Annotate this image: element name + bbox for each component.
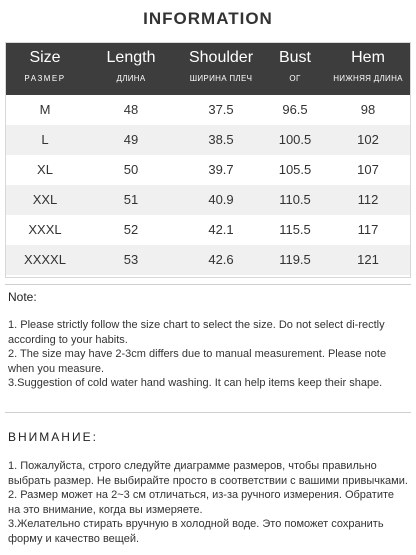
header-shoulder-label: Shoulder [188, 49, 254, 66]
header-length [84, 43, 178, 95]
header-hem [326, 43, 410, 95]
note-item: 3.Suggestion of cold water hand washing. It can help items keep their shape. [8, 377, 383, 389]
note-heading: Note: [8, 290, 37, 304]
cell-shoulder: 42.1 [208, 222, 234, 237]
note-item: 2. Размер может на 2~3 см отличаться, из-за ручного измерения. Обратите на это внимание, когда вы измеряете. [8, 489, 395, 516]
note-body-ru [8, 459, 408, 546]
cell-length: 51 [123, 192, 139, 207]
header-shoulder [178, 43, 264, 95]
header-length-label-ru: ДЛИНА [116, 74, 146, 83]
note-item: 2. The size may have 2-3cm differs due to manual measurement. Please note when you measure. [8, 348, 387, 375]
divider [5, 412, 411, 413]
cell-size: M [39, 102, 51, 117]
cell-shoulder: 37.5 [208, 102, 234, 117]
cell-size: XXXXL [24, 252, 66, 267]
cell-shoulder: 42.6 [208, 252, 234, 267]
table-row [6, 95, 410, 125]
header-bust [264, 43, 326, 95]
cell-length: 52 [123, 222, 139, 237]
cell-bust: 96.5 [282, 102, 308, 117]
cell-hem: 107 [357, 162, 379, 177]
note-item: 3.Желательно стирать вручную в холодной воде. Это поможет сохранить форму и качество вещей. [8, 518, 384, 545]
cell-bust: 105.5 [278, 162, 312, 177]
size-chart-table [5, 42, 411, 278]
cell-length: 48 [123, 102, 139, 117]
header-bust-label: Bust [278, 49, 311, 66]
header-shoulder-label-ru: ШИРИНА ПЛЕЧ [189, 74, 253, 83]
header-size [6, 43, 84, 95]
page-title: INFORMATION [143, 9, 273, 28]
note-item: 1. Пожалуйста, строго следуйте диаграмме размеров, чтобы правильно выбрать размер. Не выбирайте просто в соответствии с вашими привычками. [8, 460, 408, 487]
cell-bust: 119.5 [279, 252, 311, 267]
header-bust-label-ru: ОГ [289, 74, 301, 83]
cell-hem: 98 [360, 102, 376, 117]
cell-shoulder: 40.9 [208, 192, 234, 207]
cell-shoulder: 38.5 [208, 132, 234, 147]
table-row [6, 185, 410, 215]
divider [5, 284, 411, 285]
cell-bust: 115.5 [279, 222, 311, 237]
cell-size: XL [37, 162, 53, 177]
header-hem-label-ru: НИЖНЯЯ ДЛИНА [333, 74, 403, 83]
note-heading-ru: ВНИМАНИЕ: [8, 430, 98, 444]
table-row [6, 125, 410, 155]
cell-shoulder: 39.7 [208, 162, 234, 177]
cell-bust: 110.5 [279, 192, 311, 207]
table-header [6, 43, 410, 95]
header-length-label: Length [106, 49, 156, 66]
cell-size: XXL [32, 192, 58, 207]
table-row [6, 245, 410, 275]
cell-length: 49 [123, 132, 139, 147]
note-body-en [8, 318, 408, 391]
cell-length: 50 [123, 162, 139, 177]
note-item: 1. Please strictly follow the size chart to select the size. Do not select di-rectly according to your habits. [8, 319, 385, 346]
cell-length: 53 [123, 252, 139, 267]
cell-hem: 121 [357, 252, 379, 267]
cell-bust: 100.5 [278, 132, 312, 147]
header-size-label: Size [29, 49, 61, 66]
table-row [6, 155, 410, 185]
table-row [6, 215, 410, 245]
header-hem-label: Hem [351, 49, 385, 66]
cell-size: L [41, 132, 49, 147]
header-size-label-ru: РАЗМЕР [24, 74, 66, 83]
cell-hem: 117 [357, 222, 379, 237]
cell-hem: 112 [357, 192, 379, 207]
cell-size: XXXL [28, 222, 62, 237]
cell-hem: 102 [357, 132, 379, 147]
